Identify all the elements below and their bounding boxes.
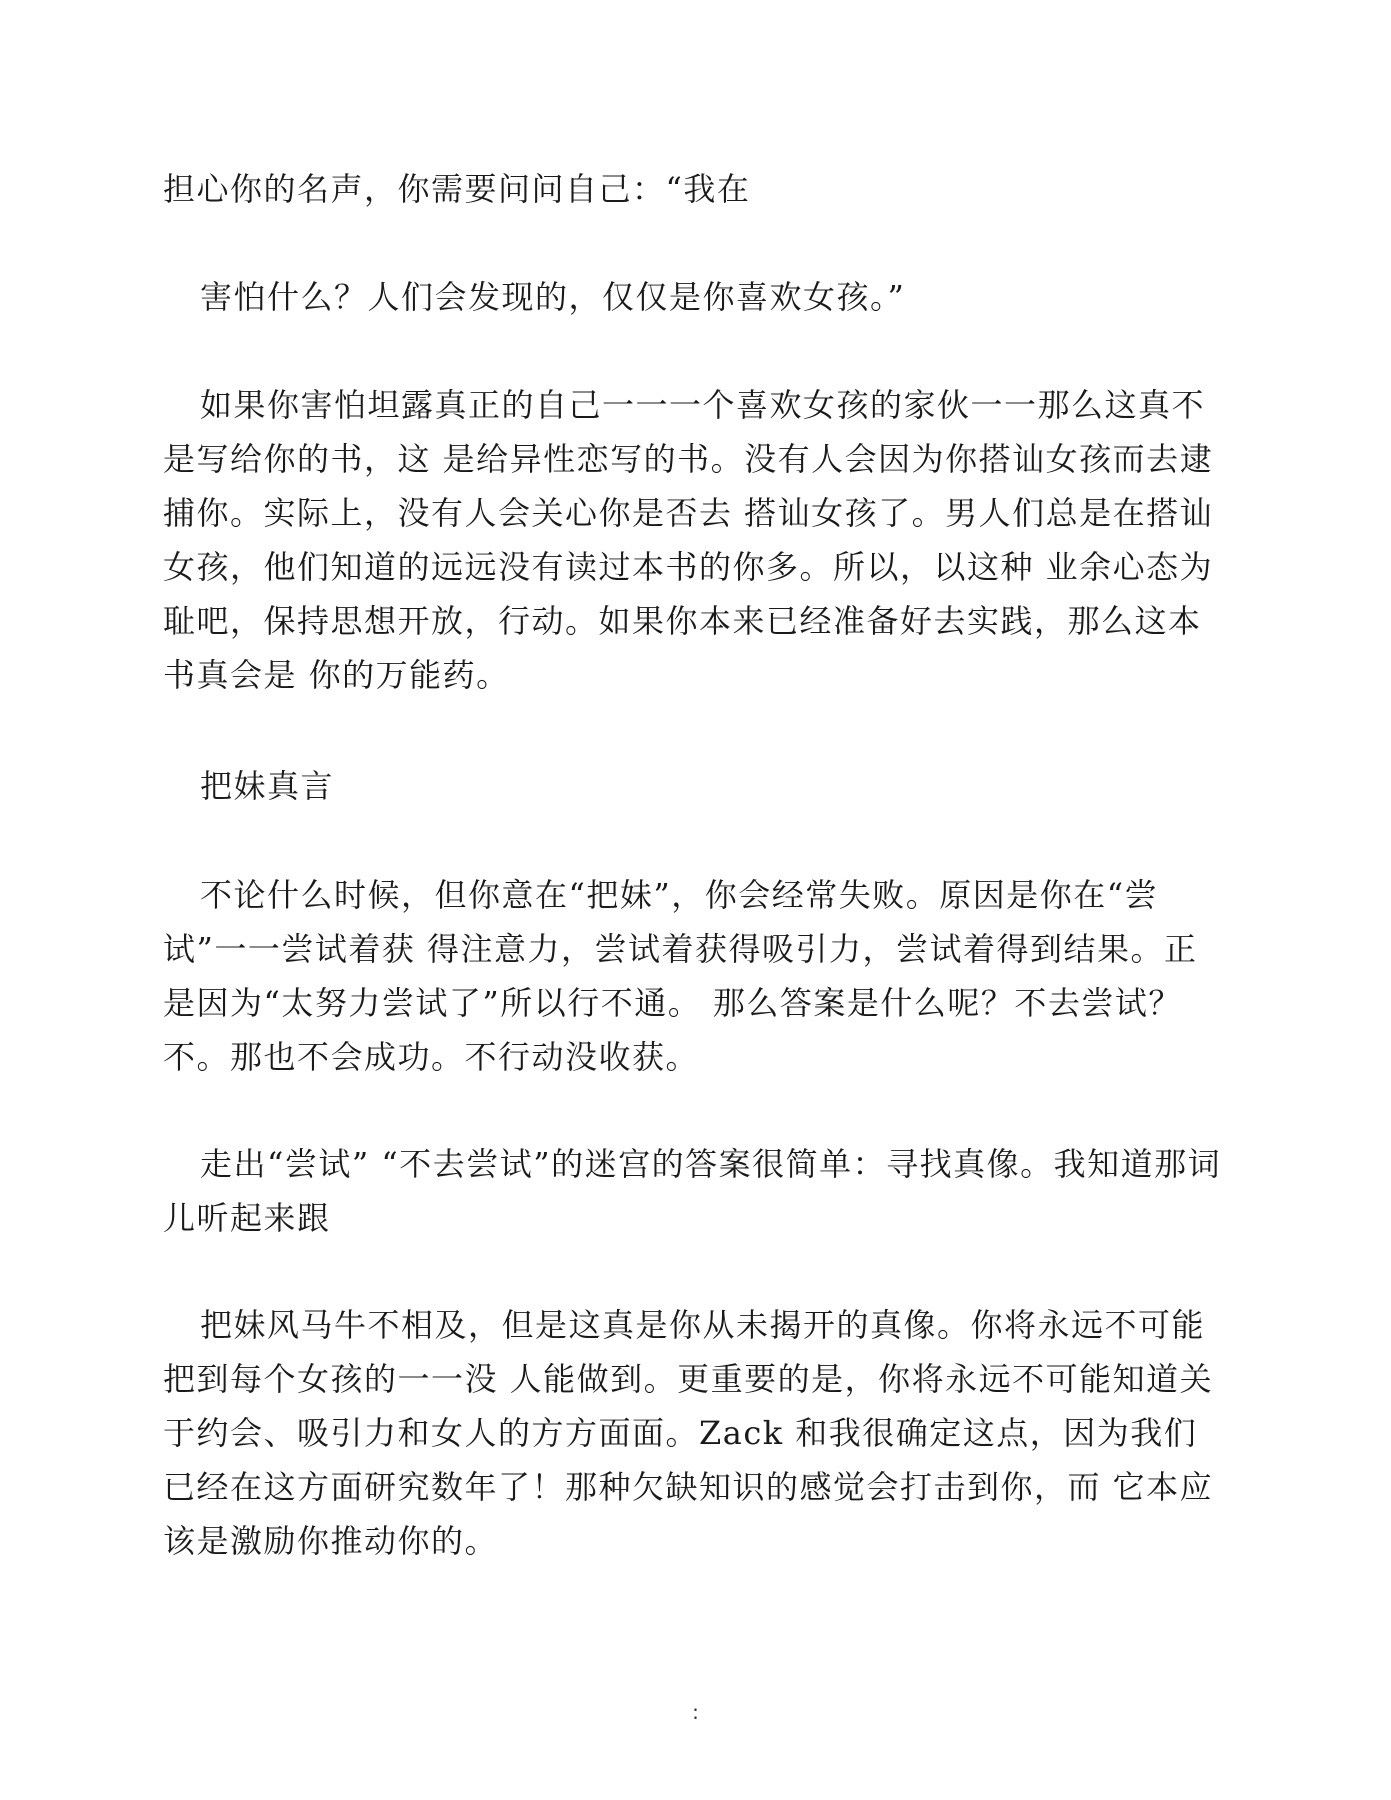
page-footer-mark: : — [692, 1700, 699, 1724]
paragraph-6: 把妹风马牛不相及，但是这真是你从未揭开的真像。你将永远不可能把到每个女孩的一一没 人能做到。更重要的是，你将永远不可能知道关于约会、吸引力和女人的方方面面。Zack 和我很确定这点，因为我们已经在这方面研究数年了！那种欠缺知识的感觉会打击到你，而 它本应该是激励你推动你的。 — [163, 1306, 1214, 1560]
section-heading: 把妹真言 — [200, 767, 335, 805]
paragraph-1: 担心你的名声，你需要问问自己：“我在 — [163, 170, 751, 208]
paragraph-4: 不论什么时候，但你意在“把妹”，你会经常失败。原因是你在“尝试”一一尝试着获 得注意力，尝试着获得吸引力，尝试着得到结果。正是因为“太努力尝试了”所以行不通。 那么答案是什么呢？不去尝试？不。那也不会成功。不行动没收获。 — [163, 876, 1198, 1076]
paragraph-2: 害怕什么？人们会发现的，仅仅是你喜欢女孩。” — [200, 278, 906, 316]
paragraph-3: 如果你害怕坦露真正的自己一一一个喜欢女孩的家伙一一那么这真不是写给你的书，这 是给异性恋写的书。没有人会因为你搭讪女孩而去逮捕你。实际上，没有人会关心你是否去 搭讪女孩了。男人们总是在搭讪女孩，他们知道的远远没有读过本书的你多。所以，以这种 业余心态为耻吧，保持思想开放，行动。如果你本来已经准备好去实践，那么这本书真会是 你的万能药。 — [163, 386, 1214, 694]
paragraph-5: 走出“尝试” “不去尝试”的迷宫的答案很简单：寻找真像。我知道那词儿听起来跟 — [163, 1145, 1222, 1237]
